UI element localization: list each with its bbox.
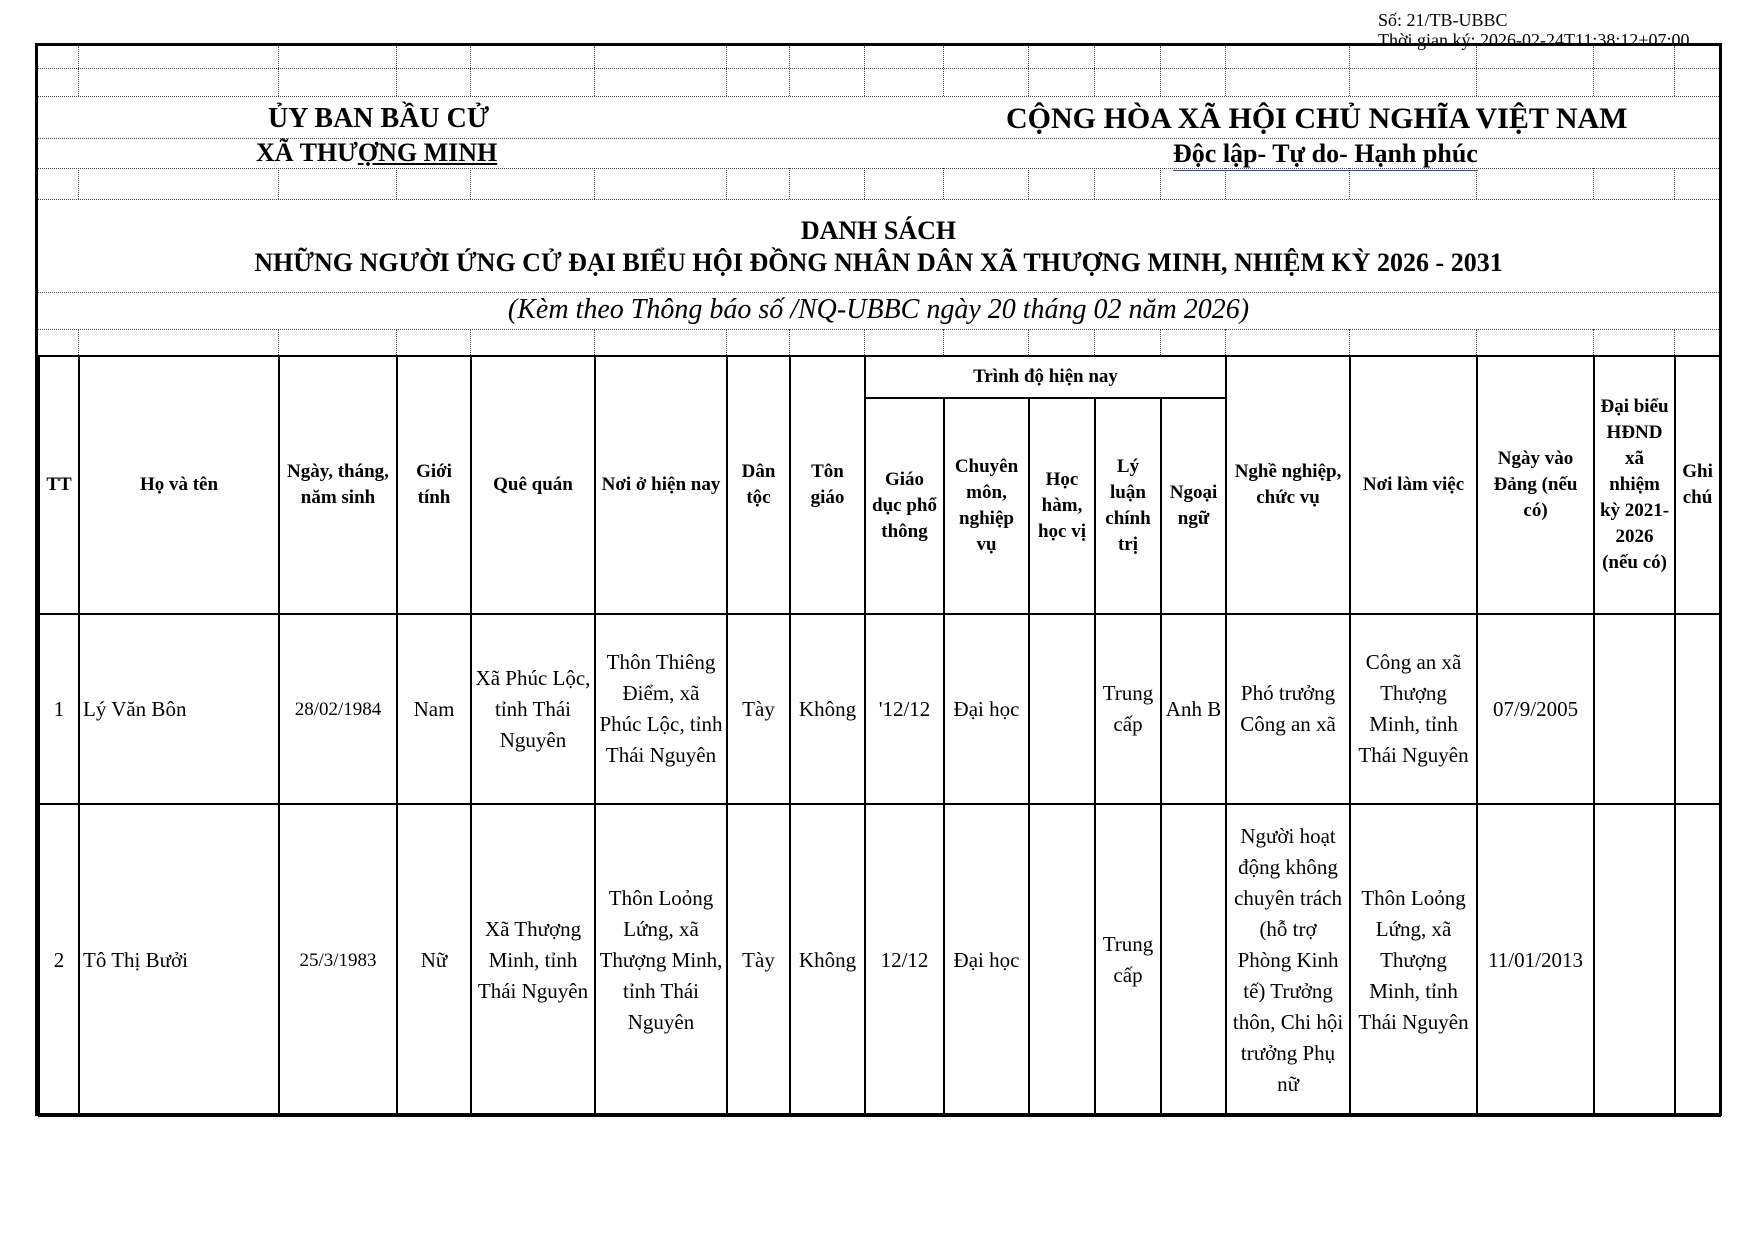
cell-degree: [1029, 614, 1095, 804]
cell-dob: 25/3/1983: [279, 804, 397, 1116]
col-degree: Học hàm, học vị: [1029, 398, 1095, 614]
document-reference: (Kèm theo Thông báo số /NQ-UBBC ngày 20 tháng 02 năm 2026): [507, 294, 1250, 325]
col-specialty: Chuyên môn, nghiệp vụ: [944, 398, 1029, 614]
col-note: Ghi chú: [1675, 356, 1720, 614]
cell-prev-delegate: [1594, 804, 1675, 1116]
col-language: Ngoại ngữ: [1161, 398, 1226, 614]
col-education-group: Trình độ hiện nay: [865, 356, 1226, 398]
document-sheet: [35, 43, 1722, 1116]
nation-title: CỘNG HÒA XÃ HỘI CHỦ NGHĨA VIỆT NAM: [1006, 102, 1628, 135]
document-subject: NHỮNG NGƯỜI ỨNG CỬ ĐẠI BIỂU HỘI ĐỒNG NHÂN DÂN XÃ THƯỢNG MINH, NHIỆM KỲ 2026 - 2031: [254, 248, 1503, 277]
col-tt: TT: [39, 356, 79, 614]
cell-gender: Nữ: [397, 804, 471, 1116]
cell-politics: Trung cấp: [1095, 614, 1161, 804]
cell-name: Tô Thị Bưởi: [79, 804, 279, 1116]
cell-language: [1161, 804, 1226, 1116]
col-workplace: Nơi làm việc: [1350, 356, 1477, 614]
col-name: Họ và tên: [79, 356, 279, 614]
document-title: DANH SÁCH: [800, 216, 957, 245]
col-religion: Tôn giáo: [790, 356, 865, 614]
document-number: Số: 21/TB-UBBC: [1378, 10, 1508, 30]
col-dob: Ngày, tháng, năm sinh: [279, 356, 397, 614]
cell-name: Lý Văn Bôn: [79, 614, 279, 804]
col-ethnicity: Dân tộc: [727, 356, 790, 614]
cell-party-date: 07/9/2005: [1477, 614, 1594, 804]
org-name-line2-part2: ỢNG MINH: [357, 138, 498, 167]
cell-residence: Thôn Thiêng Điểm, xã Phúc Lộc, tỉnh Thái Nguyên: [595, 614, 727, 804]
candidate-table: [38, 355, 1721, 1117]
cell-occupation: Người hoạt động không chuyên trách (hỗ trợ Phòng Kinh tế) Trưởng thôn, Chi hội trưởng Phụ nữ: [1226, 804, 1350, 1116]
cell-ethnicity: Tày: [727, 614, 790, 804]
nation-motto: Độc lập- Tự do- Hạnh phúc: [1173, 139, 1478, 171]
col-occupation: Nghề nghiệp, chức vụ: [1226, 356, 1350, 614]
cell-general-edu: '12/12: [865, 614, 944, 804]
cell-hometown: Xã Phúc Lộc, tỉnh Thái Nguyên: [471, 614, 595, 804]
col-prev-delegate: Đại biểu HĐND xã nhiệm kỳ 2021-2026 (nếu có): [1594, 356, 1675, 614]
cell-party-date: 11/01/2013: [1477, 804, 1594, 1116]
table-header-row: [39, 356, 1720, 398]
cell-religion: Không: [790, 804, 865, 1116]
col-party-date: Ngày vào Đảng (nếu có): [1477, 356, 1594, 614]
cell-degree: [1029, 804, 1095, 1116]
cell-specialty: Đại học: [944, 804, 1029, 1116]
cell-prev-delegate: [1594, 614, 1675, 804]
cell-religion: Không: [790, 614, 865, 804]
table-row: [39, 614, 1720, 804]
cell-residence: Thôn Loỏng Lứng, xã Thượng Minh, tỉnh Thái Nguyên: [595, 804, 727, 1116]
org-name-line1: ỦY BAN BẦU CỬ: [268, 103, 490, 134]
table-row: [39, 804, 1720, 1116]
cell-language: Anh B: [1161, 614, 1226, 804]
col-hometown: Quê quán: [471, 356, 595, 614]
cell-note: [1675, 804, 1720, 1116]
cell-occupation: Phó trưởng Công an xã: [1226, 614, 1350, 804]
org-name-line2: [256, 138, 497, 168]
cell-specialty: Đại học: [944, 614, 1029, 804]
signed-time: Thời gian ký: 2026-02-24T11:38:12+07:00: [1378, 30, 1690, 50]
col-gender: Giới tính: [397, 356, 471, 614]
cell-tt: 2: [39, 804, 79, 1116]
cell-general-edu: 12/12: [865, 804, 944, 1116]
cell-workplace: Công an xã Thượng Minh, tỉnh Thái Nguyên: [1350, 614, 1477, 804]
cell-hometown: Xã Thượng Minh, tỉnh Thái Nguyên: [471, 804, 595, 1116]
col-politics: Lý luận chính trị: [1095, 398, 1161, 614]
cell-tt: 1: [39, 614, 79, 804]
col-general-edu: Giáo dục phổ thông: [865, 398, 944, 614]
cell-ethnicity: Tày: [727, 804, 790, 1116]
cell-dob: 28/02/1984: [279, 614, 397, 804]
cell-politics: Trung cấp: [1095, 804, 1161, 1116]
cell-note: [1675, 614, 1720, 804]
cell-gender: Nam: [397, 614, 471, 804]
cell-workplace: Thôn Loỏng Lứng, xã Thượng Minh, tỉnh Thái Nguyên: [1350, 804, 1477, 1116]
org-name-line2-part1: XÃ THƯ: [256, 138, 358, 167]
col-residence: Nơi ở hiện nay: [595, 356, 727, 614]
